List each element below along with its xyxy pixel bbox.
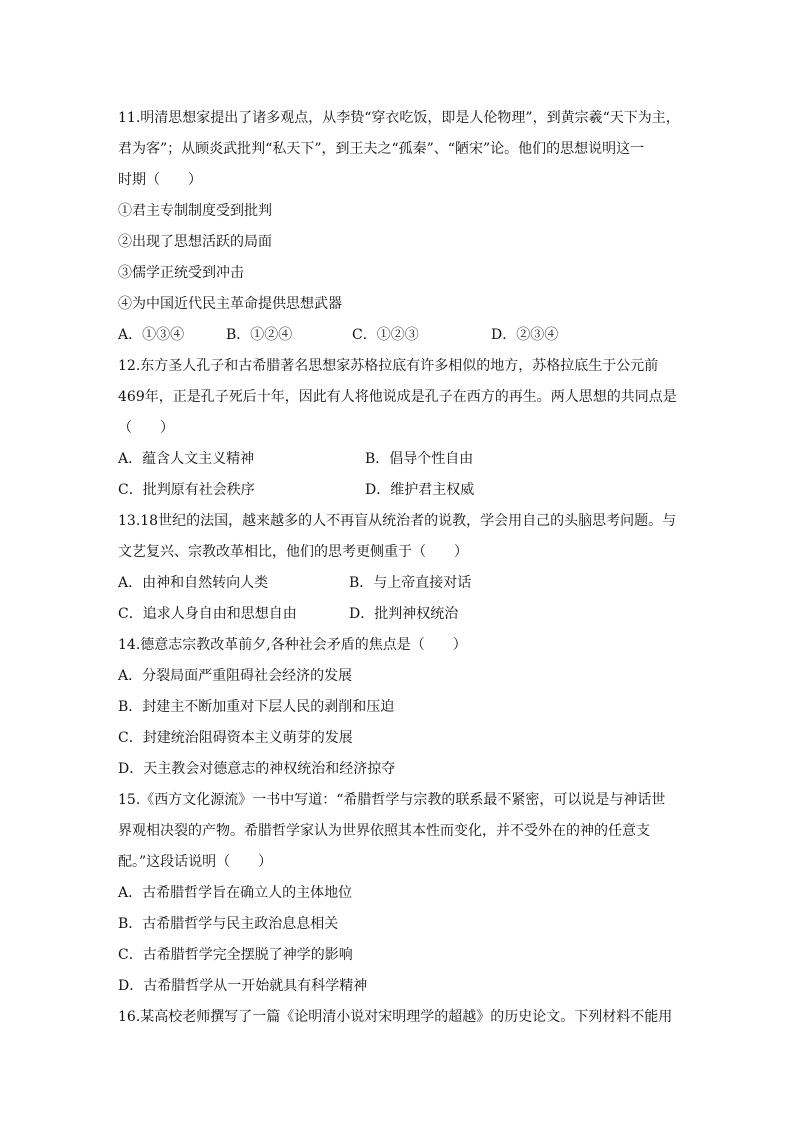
q15-option-c[interactable]: C．古希腊哲学完全摆脱了神学的影响 [118,947,353,963]
q14-option-d[interactable]: D．天主教会对德意志的神权统治和经济掠夺 [118,761,396,777]
q11-option-b[interactable]: B．①②④ [226,327,293,343]
q12-stem-line-1: 12.东方圣人孔子和古希腊著名思想家苏格拉底有许多相似的地方，苏格拉底生于公元前 [118,358,659,374]
q12-stem-line-2: 469年，正是孔子死后十年，因此有人将他说成是孔子在西方的再生。两人思想的共同点是 [118,389,677,405]
q15-stem-line-3: 配。”这段话说明（ ） [118,854,273,870]
q15-option-a[interactable]: A．古希腊哲学旨在确立人的主体地位 [118,885,353,901]
q11-option-d[interactable]: D．②③④ [491,327,559,343]
q11-item-3: ③儒学正统受到冲击 [118,265,244,281]
q14-option-a[interactable]: A．分裂局面严重阻碍社会经济的发展 [118,668,353,684]
q12-option-d[interactable]: D．维护君主权威 [365,482,475,498]
q11-item-4: ④为中国近代民主革命提供思想武器 [118,296,342,312]
q15-stem-line-1: 15.《西方文化源流》一书中写道：“希腊哲学与宗教的联系最不紧密，可以说是与神话世 [118,792,666,808]
q15-option-b[interactable]: B．古希腊哲学与民主政治息息相关 [118,916,339,932]
q13-option-b[interactable]: B．与上帝直接对话 [349,575,472,591]
q13-stem-line-1: 13.18世纪的法国，越来越多的人不再盲从统治者的说教，学会用自己的头脑思考问题。与 [118,513,677,529]
q12-option-b[interactable]: B．倡导个性自由 [365,451,474,467]
q11-option-a[interactable]: A．①③④ [118,327,185,343]
q12-option-a[interactable]: A．蕴含人文主义精神 [118,451,255,467]
q12-option-c[interactable]: C．批判原有社会秩序 [118,482,255,498]
q15-option-d[interactable]: D．古希腊哲学从一开始就具有科学精神 [118,978,368,994]
q14-stem-line-1: 14.德意志宗教改革前夕,各种社会矛盾的焦点是（ ） [118,637,467,653]
q11-item-1: ①君主专制制度受到批判 [118,203,272,219]
q15-stem-line-2: 界观相决裂的产物。希腊哲学家认为世界依照其本性而变化，并不受外在的神的任意支 [118,823,650,839]
q11-stem-line-1: 11.明清思想家提出了诸多观点，从李贽“穿衣吃饭，即是人伦物理”，到黄宗羲“天下为主， [118,110,680,126]
q13-stem-line-2: 文艺复兴、宗教改革相比，他们的思考更侧重于（ ） [118,544,468,560]
q11-stem-line-3: 时期（ ） [118,172,202,188]
q12-stem-line-3: （ ） [118,420,174,436]
q14-option-b[interactable]: B．封建主不断加重对下层人民的剥削和压迫 [118,699,395,715]
q13-option-c[interactable]: C．追求人身自由和思想自由 [118,606,297,622]
q16-stem-line-1: 16.某高校老师撰写了一篇《论明清小说对宋明理学的超越》的历史论文。下列材料不能用 [118,1009,673,1025]
q13-option-d[interactable]: D．批判神权统治 [349,606,459,622]
q11-stem-line-2: 君为客”；从顾炎武批判“私天下”，到王夫之“孤秦”、“陋宋”论。他们的思想说明这一 [118,141,645,157]
q14-option-c[interactable]: C．封建统治阻碍资本主义萌芽的发展 [118,730,353,746]
q11-option-c[interactable]: C．①②③ [352,327,419,343]
q13-option-a[interactable]: A．由神和自然转向人类 [118,575,269,591]
q11-item-2: ②出现了思想活跃的局面 [118,234,272,250]
